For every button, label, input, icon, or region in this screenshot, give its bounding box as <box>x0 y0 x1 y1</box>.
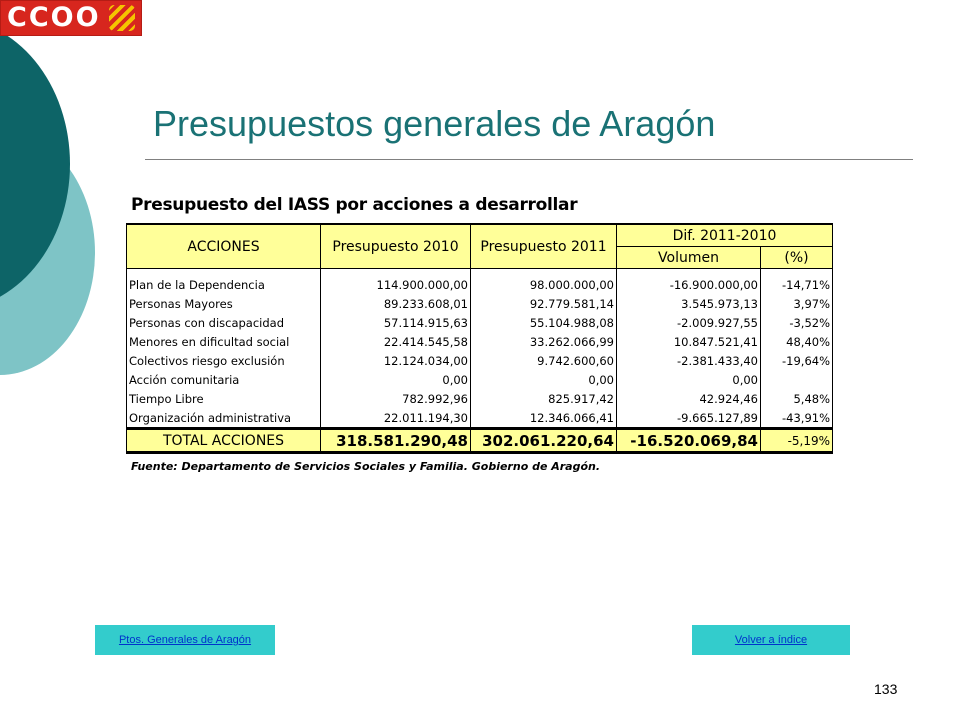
table-heading: Presupuesto del IASS por acciones a desarrollar <box>131 195 578 215</box>
row-label: Tiempo Libre <box>127 389 321 408</box>
row-pct: 5,48% <box>761 389 833 408</box>
row-volumen: 42.924,46 <box>617 389 761 408</box>
row-p2010: 114.900.000,00 <box>321 275 471 294</box>
table-row <box>127 389 833 408</box>
row-volumen: 3.545.973,13 <box>617 294 761 313</box>
title-divider <box>145 159 913 160</box>
header-acciones: ACCIONES <box>127 224 321 269</box>
row-volumen: 0,00 <box>617 370 761 389</box>
row-p2010: 12.124.034,00 <box>321 351 471 370</box>
table-row <box>127 370 833 389</box>
row-pct: 48,40% <box>761 332 833 351</box>
row-pct: -43,91% <box>761 408 833 429</box>
total-p2010: 318.581.290,48 <box>321 429 471 453</box>
row-pct: -3,52% <box>761 313 833 332</box>
row-pct: -19,64% <box>761 351 833 370</box>
table-row <box>127 313 833 332</box>
row-pct <box>761 370 833 389</box>
table-row <box>127 294 833 313</box>
total-label: TOTAL ACCIONES <box>127 429 321 453</box>
table-header-row <box>127 224 833 247</box>
ptos-generales-link[interactable]: Ptos. Generales de Aragón <box>95 625 275 655</box>
row-p2011: 98.000.000,00 <box>471 275 617 294</box>
row-label: Personas con discapacidad <box>127 313 321 332</box>
header-volumen: Volumen <box>617 247 761 269</box>
row-label: Organización administrativa <box>127 408 321 429</box>
row-p2011: 55.104.988,08 <box>471 313 617 332</box>
page-title: Presupuestos generales de Aragón <box>153 103 716 144</box>
header-presupuesto-2011: Presupuesto 2011 <box>471 224 617 269</box>
row-label: Menores en dificultad social <box>127 332 321 351</box>
row-p2010: 782.992,96 <box>321 389 471 408</box>
row-p2011: 33.262.066,99 <box>471 332 617 351</box>
row-p2011: 92.779.581,14 <box>471 294 617 313</box>
table-row <box>127 351 833 370</box>
table-row <box>127 408 833 429</box>
table-row <box>127 275 833 294</box>
row-label: Plan de la Dependencia <box>127 275 321 294</box>
row-p2010: 0,00 <box>321 370 471 389</box>
header-porcentaje: (%) <box>761 247 833 269</box>
logo-text: CCOO <box>7 2 101 33</box>
total-pct: -5,19% <box>761 429 833 453</box>
row-volumen: -2.381.433,40 <box>617 351 761 370</box>
row-label: Acción comunitaria <box>127 370 321 389</box>
header-presupuesto-2010: Presupuesto 2010 <box>321 224 471 269</box>
header-diferencia: Dif. 2011-2010 <box>617 224 833 247</box>
page-number: 133 <box>874 681 898 697</box>
ccoo-logo <box>0 0 142 36</box>
aragon-flag-icon <box>109 5 135 31</box>
table-total-row <box>127 429 833 453</box>
decorative-circles <box>0 0 140 720</box>
total-p2011: 302.061.220,64 <box>471 429 617 453</box>
row-volumen: 10.847.521,41 <box>617 332 761 351</box>
row-p2011: 9.742.600,60 <box>471 351 617 370</box>
row-p2010: 22.011.194,30 <box>321 408 471 429</box>
row-p2010: 22.414.545,58 <box>321 332 471 351</box>
volver-indice-link[interactable]: Volver a índice <box>692 625 850 655</box>
table-row <box>127 332 833 351</box>
budget-table <box>126 223 833 454</box>
row-pct: 3,97% <box>761 294 833 313</box>
row-pct: -14,71% <box>761 275 833 294</box>
row-label: Personas Mayores <box>127 294 321 313</box>
row-p2010: 89.233.608,01 <box>321 294 471 313</box>
table-source-note: Fuente: Departamento de Servicios Sociales y Familia. Gobierno de Aragón. <box>131 460 601 473</box>
row-p2011: 825.917,42 <box>471 389 617 408</box>
row-volumen: -2.009.927,55 <box>617 313 761 332</box>
row-p2010: 57.114.915,63 <box>321 313 471 332</box>
row-volumen: -16.900.000,00 <box>617 275 761 294</box>
row-volumen: -9.665.127,89 <box>617 408 761 429</box>
row-p2011: 12.346.066,41 <box>471 408 617 429</box>
total-volumen: -16.520.069,84 <box>617 429 761 453</box>
row-p2011: 0,00 <box>471 370 617 389</box>
row-label: Colectivos riesgo exclusión <box>127 351 321 370</box>
